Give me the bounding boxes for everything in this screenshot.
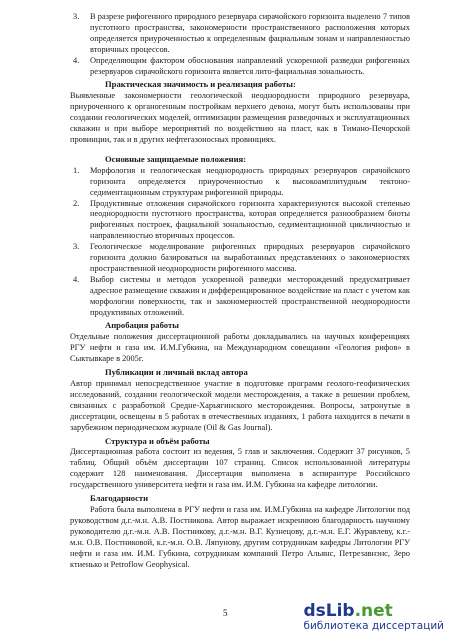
structure-text: Диссертационная работа состоит из ведения, 5 глав и заключения. Содержит 37 рисунков, 5 таблиц. Общий объём диссертации 107 страниц. Список использованной литературы содержит 128 наименования. Диссертация выполнена в аспирантуре Российского государственного университета нефти и газа им. И.М. Губкина на кафедре литологии. (70, 447, 410, 490)
item-text: Продуктивные отложения сирачойского горизонта характеризуются высокой степенью неоднородности пустотного пространства, которая определяется разнообразием биоты рифогенных построек, фациальной зональностью, седиментационной цикличностью и направленностью вторичных процессов. (90, 198, 410, 241)
watermark-logo-domain: .net (354, 601, 393, 621)
item-text: Геологическое моделирование рифогенных природных резервуаров сирачойского горизонта должно базироваться на выработанных представлениях о закономерностях пространственной неоднородности рифогенного массива. (90, 242, 410, 273)
list-item (70, 12, 410, 56)
practical-text: Выявленные закономерности геологической неоднородности природного резервуара, приуроченного к органогенным постройкам верхнего девона, могут быть использованы при создании геологических моделей, оптимизации размещения разведочных и эксплуатационных скважин и при выборе мероприятий по воздействию на пласт, как в Тимано-Печорской провинции, так и в других нефтегазоносных провинциях. (70, 91, 410, 144)
item-number: 1. (73, 165, 80, 175)
item-text: Выбор системы и методов ускоренной разведки месторождений предусматривает адресное размещение скважин и дифференцированное воздействие на пласт с учетом как морфологии поверхности, так и закономерностей пространственной неоднородности продуктивных отложений. (90, 274, 410, 317)
item-text: Определяющим фактором обоснования направлений ускоренной разведки рифогенных резервуаров сирачойского горизонта является лито-фациальная зональность. (90, 55, 410, 76)
defense-heading: Основные защищаемые положения: (105, 153, 247, 164)
page-content (70, 12, 410, 570)
practical-heading: Практическая значимость и реализация работы: (105, 79, 296, 90)
watermark-logo (303, 602, 444, 620)
list-item (70, 56, 410, 78)
structure-heading: Структура и объём работы (105, 435, 210, 446)
watermark (303, 602, 444, 632)
item-number: 2. (73, 198, 80, 208)
page-number: 5 (223, 608, 228, 618)
item-text: Морфология и геологическая неоднородность природных резервуаров сирачойского горизонта определяется приуроченностью к высокоамплитудным тектоно-седиментационным структурам рифогенной природы. (90, 165, 410, 197)
item-number: 3. (73, 12, 80, 21)
item-text: В разрезе рифогенного природного резервуара сирачойского горизонта выделено 7 типов пустотного пространства, закономерности пространственного расположения которых определяется приуроченностью к определенным фациальным зонам и направленностью вторичных процессов. (90, 12, 410, 54)
watermark-logo-main: dsLib (303, 601, 355, 621)
item-number: 4. (73, 274, 80, 284)
item-number: 4. (73, 55, 80, 65)
publications-heading: Публикации и личный вклад автора (105, 367, 248, 378)
list-item (70, 166, 410, 199)
approbation-heading: Апробация работы (105, 320, 179, 331)
thanks-text: Работа была выполнена в РГУ нефти и газа им. И.М.Губкина на кафедре Литологии под руководством д.г.-м.н. А.В. Постникова. Автор выражает искреннюю благодарность научному руководителю д.г.-м.н. А.В. Постникову, д.г.-м.н. В.Г. Кузнецову, д.г.-м.н. Е.Г. Журавлеву, к.г.-м.н. О.В. Постниковой, к.г.-м.н. О.В. Ляпунову, другим сотрудникам кафедры Литологии РГУ нефти и газа им. И.М. Губкина, сотрудникам компаний Петро Альянс, Петрезавнэнс, Зеро ктиенько и Petroflow Geophysical. (70, 504, 410, 569)
item-number: 3. (73, 242, 80, 252)
watermark-subtitle: библиотека диссертаций (303, 620, 444, 632)
list-item (70, 242, 410, 275)
list-item (70, 275, 410, 319)
list-item (70, 199, 410, 243)
approbation-text: Отдельные положения диссертационной работы докладывались на научных конференциях РГУ нефти и газа им. И.М.Губкина, на Международном совещании «Геология рифов» в Сыктывкаре в 2005г. (70, 332, 410, 364)
thanks-heading: Благодарности (90, 493, 149, 504)
publications-text: Автор принимал непосредственное участие в подготовке программ геолого-геофизических исследований, создании геологической модели месторождения, а также в решении проблем, связанных с разработкой Средне-Харьягинского месторождения. Вопросы, затронутые в диссертации, освещены в 5 работах в отечественных изданиях, 1 работа находится в печати в зарубежном периодическом журнале (Oil & Gas Journal). (70, 379, 410, 432)
